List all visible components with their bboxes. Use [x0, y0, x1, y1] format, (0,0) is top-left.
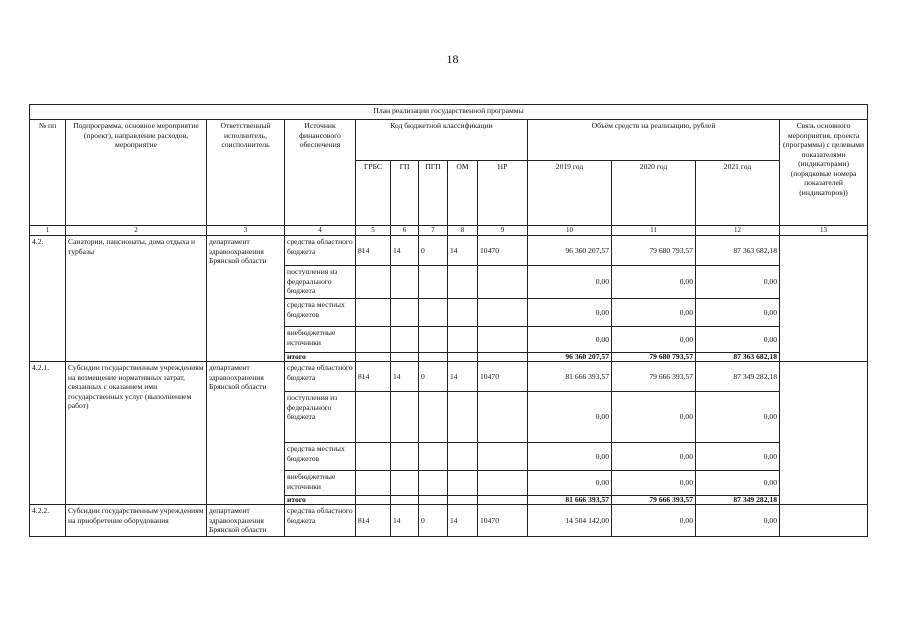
- column-number: 6: [391, 226, 419, 236]
- item-number: 4.2.1.: [30, 362, 66, 505]
- value-2019: 81 666 393,57: [528, 362, 612, 392]
- item-name: Субсидии государственным учреждениям на возмещение нормативных затрат, связанных с оказанием ими государственных услуг (выполнением работ): [66, 362, 207, 505]
- header-om: ОМ: [448, 161, 478, 226]
- value-2019: 0,00: [528, 266, 612, 299]
- item-number: 4.2.: [30, 236, 66, 362]
- value-2021: 87 363 682,18: [696, 236, 780, 266]
- table-row: [30, 236, 868, 266]
- value-2021: 0,00: [696, 299, 780, 327]
- code-np: 10470: [478, 505, 528, 537]
- header-np: НР: [478, 161, 528, 226]
- header-pgp: ПГП: [419, 161, 448, 226]
- source-label: поступления из федерального бюджета: [285, 266, 356, 299]
- item-responsible: департамент здравоохранения Брянской области: [207, 236, 285, 362]
- indicator-link: [780, 505, 868, 537]
- header-gp: ГП: [391, 161, 419, 226]
- value-2020: 0,00: [612, 327, 696, 353]
- value-2020: 0,00: [612, 266, 696, 299]
- program-plan-table: [29, 104, 868, 537]
- column-number-row: [30, 226, 868, 236]
- column-number: 1: [30, 226, 66, 236]
- column-number: 12: [696, 226, 780, 236]
- value-2019: 0,00: [528, 471, 612, 496]
- value-2020: 79 666 393,57: [612, 362, 696, 392]
- indicator-link: [780, 362, 868, 505]
- header-link: Связь основного мероприятия, проекта (программы) с целевыми показателями (индикаторами) (порядковые номера показателей (индикаторов)): [780, 120, 868, 226]
- total-label: итого: [285, 496, 356, 505]
- table-row: [30, 362, 868, 392]
- value-2021: 0,00: [696, 443, 780, 471]
- item-name: Санатории, пансионаты, дома отдыха и турбазы: [66, 236, 207, 362]
- code-grbs: 814: [356, 362, 391, 392]
- code-grbs: 814: [356, 505, 391, 537]
- item-responsible: департамент здравоохранения Брянской области: [207, 362, 285, 505]
- code-gp: 14: [391, 362, 419, 392]
- value-2020: 0,00: [612, 443, 696, 471]
- total-2021: 87 363 682,18: [696, 353, 780, 362]
- value-2019: 96 360 207,57: [528, 236, 612, 266]
- column-number: 3: [207, 226, 285, 236]
- value-2019: 0,00: [528, 299, 612, 327]
- code-om: 14: [448, 362, 478, 392]
- column-number: 4: [285, 226, 356, 236]
- value-2019: 0,00: [528, 327, 612, 353]
- source-label: средства областного бюджета: [285, 505, 356, 537]
- code-gp: 14: [391, 505, 419, 537]
- header-2020: 2020 год: [612, 161, 696, 226]
- code-pgp: 0: [419, 236, 448, 266]
- value-2021: 0,00: [696, 266, 780, 299]
- total-2020: 79 666 393,57: [612, 496, 696, 505]
- source-label: средства местных бюджетов: [285, 299, 356, 327]
- code-pgp: 0: [419, 505, 448, 537]
- column-number: 13: [780, 226, 868, 236]
- value-2020: 0,00: [612, 299, 696, 327]
- code-grbs: 814: [356, 236, 391, 266]
- header-budget-code: Код бюджетной классификации: [356, 120, 528, 161]
- item-responsible: департамент здравоохранения Брянской области: [207, 505, 285, 537]
- column-number: 10: [528, 226, 612, 236]
- code-np: 10470: [478, 236, 528, 266]
- code-np: 10470: [478, 362, 528, 392]
- value-2021: 87 349 282,18: [696, 362, 780, 392]
- column-number: 8: [448, 226, 478, 236]
- page-number: 18: [446, 52, 459, 66]
- value-2020: 0,00: [612, 505, 696, 537]
- value-2021: 0,00: [696, 505, 780, 537]
- value-2020: 79 680 793,57: [612, 236, 696, 266]
- total-2019: 81 666 393,57: [528, 496, 612, 505]
- code-om: 14: [448, 505, 478, 537]
- total-2021: 87 349 282,18: [696, 496, 780, 505]
- header-2021: 2021 год: [696, 161, 780, 226]
- value-2021: 0,00: [696, 327, 780, 353]
- value-2019: 0,00: [528, 443, 612, 471]
- source-label: поступления из федерального бюджета: [285, 392, 356, 443]
- header-volume: Объём средств на реализацию, рублей: [528, 120, 780, 161]
- header-responsible: Ответственный исполнитель, соисполнитель: [207, 120, 285, 226]
- column-number: 11: [612, 226, 696, 236]
- indicator-link: [780, 236, 868, 362]
- header-no: № пп: [30, 120, 66, 226]
- source-label: внебюджетные источники: [285, 327, 356, 353]
- code-gp: 14: [391, 236, 419, 266]
- source-label: средства местных бюджетов: [285, 443, 356, 471]
- total-2020: 79 680 793,57: [612, 353, 696, 362]
- header-2019: 2019 год: [528, 161, 612, 226]
- item-number: 4.2.2.: [30, 505, 66, 537]
- column-number: 9: [478, 226, 528, 236]
- source-label: средства областного бюджета: [285, 236, 356, 266]
- value-2020: 0,00: [612, 392, 696, 443]
- header-source: Источник финансового обеспечения: [285, 120, 356, 226]
- source-label: средства областного бюджета: [285, 362, 356, 392]
- value-2021: 0,00: [696, 471, 780, 496]
- value-2019: 0,00: [528, 392, 612, 443]
- source-label: внебюджетные источники: [285, 471, 356, 496]
- value-2019: 14 504 142,00: [528, 505, 612, 537]
- table-row: [30, 505, 868, 537]
- column-number: 7: [419, 226, 448, 236]
- value-2021: 0,00: [696, 392, 780, 443]
- item-name: Субсидии государственным учреждениям на приобретение оборудования: [66, 505, 207, 537]
- total-label: итого: [285, 353, 356, 362]
- value-2020: 0,00: [612, 471, 696, 496]
- column-number: 2: [66, 226, 207, 236]
- column-number: 5: [356, 226, 391, 236]
- code-pgp: 0: [419, 362, 448, 392]
- table-title: План реализации государственной программы: [30, 105, 868, 120]
- code-om: 14: [448, 236, 478, 266]
- total-2019: 96 360 207,57: [528, 353, 612, 362]
- header-program: Подпрограмма, основное мероприятие (проект), направление расходов, мероприятие: [66, 120, 207, 226]
- header-grbs: ГРБС: [356, 161, 391, 226]
